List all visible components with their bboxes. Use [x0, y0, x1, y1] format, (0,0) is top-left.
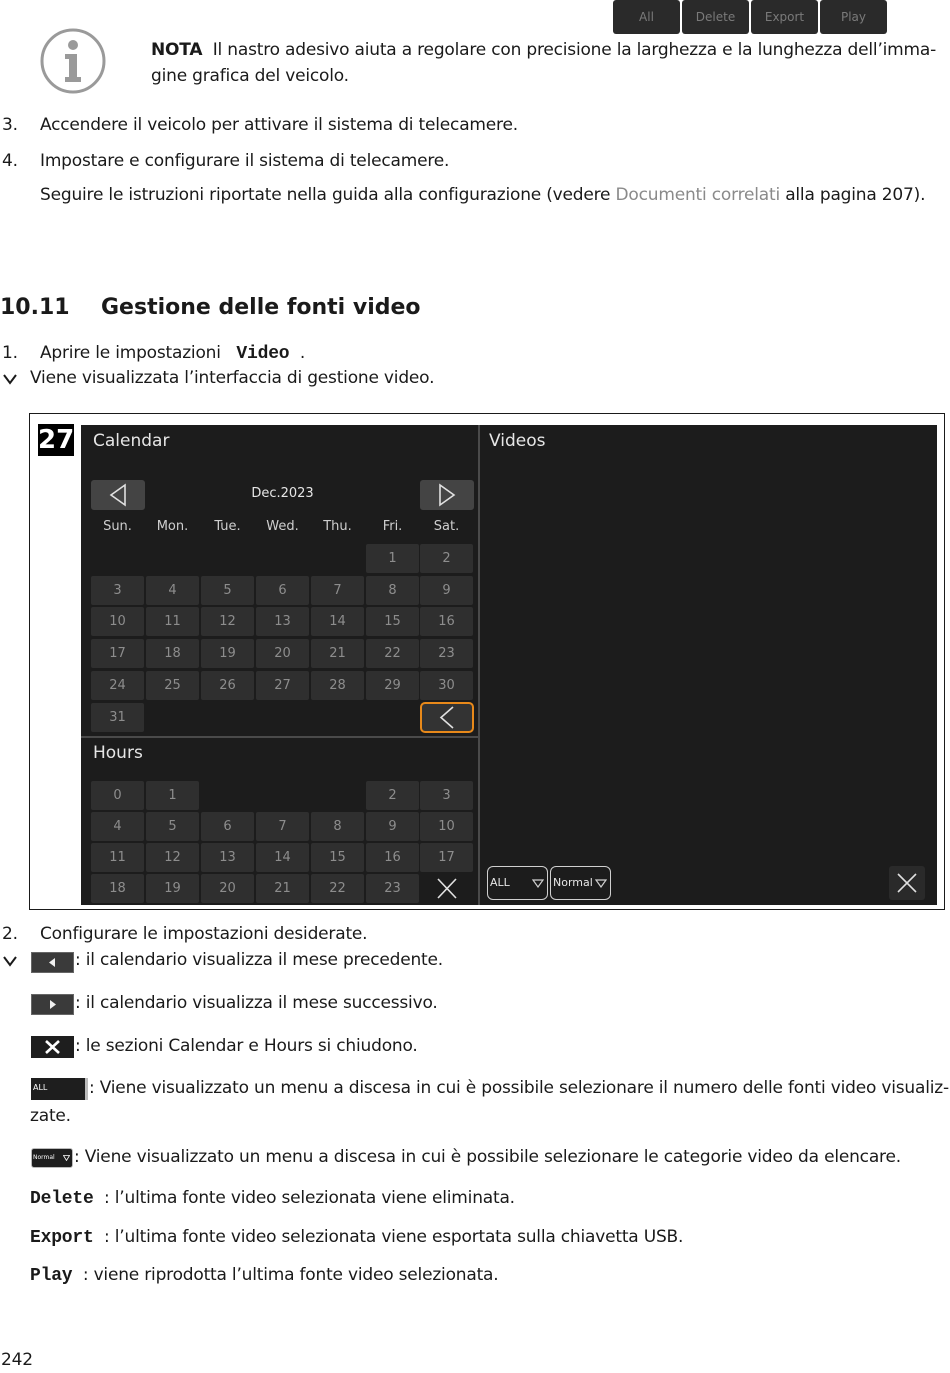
calendar-day-cell[interactable]: 29	[366, 671, 419, 700]
hour-cell[interactable]: 16	[366, 843, 419, 872]
video-code: Video	[236, 344, 290, 364]
play-button[interactable]: Play	[820, 0, 887, 34]
step-4-sub-before: Seguire le istruzioni riportate nella guida alla configurazione (vedere	[40, 185, 616, 205]
dropdown-triangle-icon	[532, 879, 544, 888]
count-select[interactable]	[487, 866, 548, 900]
videos-title: Videos	[489, 431, 546, 451]
triangle-left-icon	[32, 953, 73, 972]
step-4-text: Impostare e configurare il sistema di telecamere.	[40, 151, 450, 171]
legend-next-text: : il calendario visualizza il mese successivo.	[75, 993, 438, 1013]
close-icon	[31, 1036, 74, 1058]
hour-cell[interactable]: 7	[256, 812, 309, 841]
note-line-2: gine grafica del veicolo.	[151, 66, 349, 86]
step-2-text: Configurare le impostazioni desiderate.	[40, 924, 368, 944]
next-month-button[interactable]	[420, 480, 474, 510]
calendar-day-cell[interactable]: 30	[420, 671, 473, 700]
category-select[interactable]	[550, 866, 611, 900]
calendar-day-cell[interactable]: 5	[201, 576, 254, 605]
related-docs-link[interactable]: Documenti correlati	[615, 185, 780, 205]
prev-month-button[interactable]	[91, 480, 145, 510]
step-4-subtext	[40, 184, 925, 206]
info-icon	[40, 28, 106, 94]
count-select-value: ALL	[490, 876, 510, 889]
calendar-day-cell[interactable]: 16	[420, 607, 473, 636]
calendar-day-cell[interactable]: 27	[256, 671, 309, 700]
section-number: 10.11	[0, 295, 70, 320]
calendar-day-cell[interactable]: 23	[420, 639, 473, 668]
hour-cell[interactable]: 12	[146, 843, 199, 872]
export-code: Export	[30, 1228, 94, 1248]
hour-cell[interactable]: 9	[366, 812, 419, 841]
result-arrow-icon	[2, 371, 18, 390]
triangle-right-icon	[420, 480, 474, 510]
calendar-day-cell[interactable]: 21	[311, 639, 364, 668]
calendar-day-cell[interactable]: 13	[256, 607, 309, 636]
calendar-day-cell[interactable]: 17	[91, 639, 144, 668]
weekday-label: Tue.	[214, 519, 241, 534]
dropdown-triangle-icon	[595, 879, 607, 888]
page-number: 242	[1, 1350, 33, 1370]
triangle-left-icon	[91, 480, 145, 510]
calendar-day-cell[interactable]: 2	[420, 544, 473, 573]
month-label: Dec.2023	[251, 486, 314, 501]
legend-all-text-1: : Viene visualizzato un menu a discesa in cui è possibile selezionare il numero delle fonti video visualiz-	[89, 1078, 949, 1098]
close-icon	[889, 866, 925, 900]
weekday-label: Thu.	[323, 519, 352, 534]
calendar-day-cell[interactable]: 24	[91, 671, 144, 700]
hour-cell[interactable]: 13	[201, 843, 254, 872]
hour-cell[interactable]: 6	[201, 812, 254, 841]
calendar-day-cell[interactable]: 20	[256, 639, 309, 668]
step-1-line	[40, 342, 305, 365]
delete-code: Delete	[30, 1189, 94, 1209]
calendar-day-cell[interactable]: 25	[146, 671, 199, 700]
hour-cell[interactable]: 4	[91, 812, 144, 841]
hour-cell[interactable]: 21	[256, 874, 309, 903]
panel-divider-vertical	[478, 425, 480, 905]
hour-cell[interactable]: 19	[146, 874, 199, 903]
calendar-day-cell[interactable]: 8	[366, 576, 419, 605]
calendar-day-cell[interactable]: 7	[311, 576, 364, 605]
calendar-day-cell[interactable]: 1	[366, 544, 419, 573]
hour-cell[interactable]: 22	[311, 874, 364, 903]
calendar-day-cell[interactable]: 18	[146, 639, 199, 668]
calendar-day-cell[interactable]: 4	[146, 576, 199, 605]
legend-play-text: : viene riprodotta l’ultima fonte video selezionata.	[82, 1265, 499, 1285]
close-calendar-button[interactable]	[420, 874, 474, 903]
note-text-1: Il nastro adesivo aiuta a regolare con precisione la larghezza e la lunghezza dell’imma-	[212, 40, 937, 60]
step-3-text: Accendere il veicolo per attivare il sistema di telecamere.	[40, 115, 518, 135]
legend-delete	[30, 1187, 515, 1210]
step-1-num: 1.	[2, 343, 18, 363]
close-chip	[31, 1036, 74, 1058]
calendar-day-cell[interactable]: 11	[146, 607, 199, 636]
hour-cell[interactable]: 2	[366, 781, 419, 810]
hour-cell[interactable]: 23	[366, 874, 419, 903]
calendar-day-cell[interactable]: 14	[311, 607, 364, 636]
calendar-day-cell[interactable]: 3	[91, 576, 144, 605]
collapse-button[interactable]	[420, 702, 474, 733]
step-4-num: 4.	[2, 151, 18, 171]
section-title: Gestione delle fonti video	[101, 295, 421, 320]
note-label: NOTA	[151, 40, 203, 60]
close-videos-button[interactable]	[889, 866, 925, 900]
chevron-left-icon	[422, 704, 472, 731]
hour-cell[interactable]: 3	[420, 781, 473, 810]
hour-cell[interactable]: 5	[146, 812, 199, 841]
count-select-chip	[31, 1078, 88, 1100]
legend-export-text: : l’ultima fonte video selezionata viene esportata sulla chiavetta USB.	[104, 1227, 684, 1247]
legend-play	[30, 1264, 498, 1287]
result-arrow-icon	[2, 953, 18, 972]
result-1-text: Viene visualizzata l’interfaccia di gestione video.	[30, 368, 435, 388]
weekday-label: Sun.	[103, 519, 132, 534]
export-button[interactable]: Export	[751, 0, 818, 34]
legend-all-text-2: zate.	[30, 1106, 71, 1126]
triangle-right-icon	[32, 995, 73, 1014]
legend-normal-text: : Viene visualizzato un menu a discesa in cui è possibile selezionare le categorie video da elencare.	[74, 1147, 901, 1167]
legend-delete-text: : l’ultima fonte video selezionata viene eliminata.	[104, 1188, 515, 1208]
hour-cell[interactable]: 11	[91, 843, 144, 872]
close-icon	[420, 874, 474, 903]
legend-prev-text: : il calendario visualizza il mese precedente.	[75, 950, 443, 970]
figure-number: 27	[38, 425, 75, 455]
calendar-day-cell[interactable]: 15	[366, 607, 419, 636]
count-chip-label: ALL	[33, 1083, 48, 1092]
delete-button[interactable]: Delete	[682, 0, 749, 34]
legend-close-text: : le sezioni Calendar e Hours si chiudono.	[75, 1036, 418, 1056]
panel-divider-horizontal	[81, 736, 478, 738]
calendar-day-cell[interactable]: 28	[311, 671, 364, 700]
category-chip-label: Normal	[33, 1154, 55, 1161]
hours-title: Hours	[93, 743, 143, 763]
calendar-day-cell[interactable]: 19	[201, 639, 254, 668]
next-month-chip	[31, 994, 74, 1015]
hour-cell[interactable]: 17	[420, 843, 473, 872]
category-select-value: Normal	[553, 876, 593, 889]
weekday-label: Fri.	[382, 519, 403, 534]
calendar-title: Calendar	[93, 431, 170, 451]
dropdown-triangle-icon	[63, 1155, 70, 1161]
calendar-day-cell[interactable]: 9	[420, 576, 473, 605]
hour-cell[interactable]: 10	[420, 812, 473, 841]
weekday-label: Wed.	[266, 519, 299, 534]
step-1-text: Aprire le impostazioni	[40, 343, 221, 363]
hour-cell[interactable]: 14	[256, 843, 309, 872]
hour-cell[interactable]: 18	[91, 874, 144, 903]
category-select-chip	[31, 1148, 73, 1168]
legend-export	[30, 1226, 683, 1249]
step-4-sub-after: alla pagina 207).	[779, 185, 926, 205]
play-code: Play	[30, 1266, 73, 1286]
calendar-day-cell[interactable]: 12	[201, 607, 254, 636]
calendar-day-cell[interactable]: 26	[201, 671, 254, 700]
calendar-day-cell[interactable]: 31	[91, 703, 144, 732]
weekday-label: Mon.	[156, 519, 189, 534]
all-button[interactable]: All	[613, 0, 680, 34]
hour-cell[interactable]: 8	[311, 812, 364, 841]
calendar-day-cell[interactable]: 6	[256, 576, 309, 605]
step-1-end: .	[299, 343, 306, 363]
step-2-num: 2.	[2, 924, 18, 944]
calendar-day-cell[interactable]: 22	[366, 639, 419, 668]
calendar-day-cell[interactable]: 10	[91, 607, 144, 636]
hour-cell[interactable]: 0	[91, 781, 144, 810]
step-3-num: 3.	[2, 115, 18, 135]
hour-cell[interactable]: 20	[201, 874, 254, 903]
note-line-1	[151, 39, 936, 61]
weekday-label: Sat.	[433, 519, 460, 534]
hour-cell[interactable]: 1	[146, 781, 199, 810]
hour-cell[interactable]: 15	[311, 843, 364, 872]
prev-month-chip	[31, 952, 74, 973]
